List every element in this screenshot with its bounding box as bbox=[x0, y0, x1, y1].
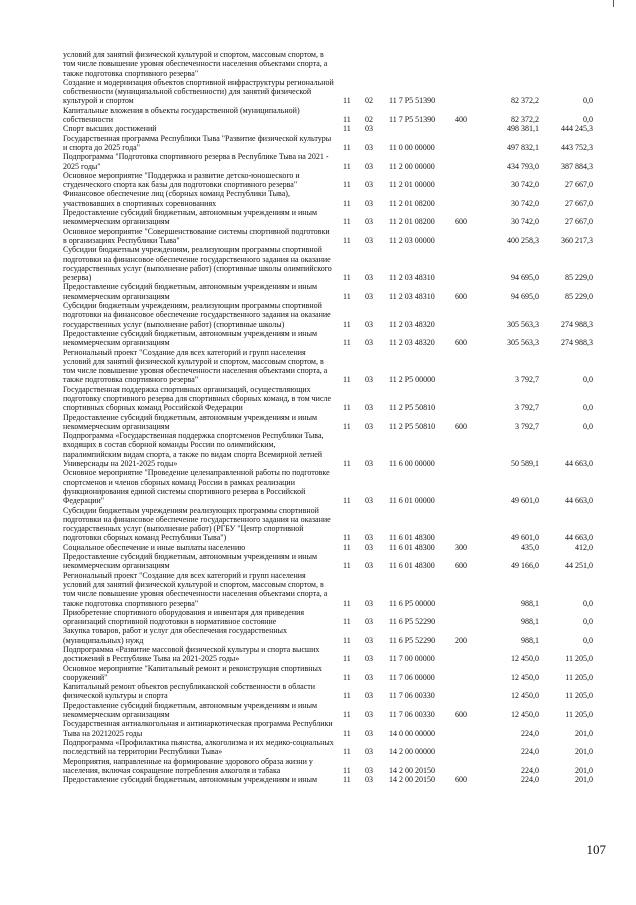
row-amount-year-2: 201,0 bbox=[575, 728, 593, 738]
row-section: 11 bbox=[343, 142, 351, 152]
row-expense-type: 200 bbox=[455, 635, 467, 645]
row-amount-year-2: 0,0 bbox=[583, 375, 593, 385]
row-amount-year-1: 498 381,1 bbox=[507, 124, 539, 134]
row-name: Государственная антиалкогольная и антинаркотическая программа Республики Тыва на 20212025 годы bbox=[63, 719, 333, 738]
row-name: Подпрограмма «Профилактика пьянства, алкоголизма и их медико-социальных последствий на территории Республики Тыва» bbox=[63, 737, 334, 757]
row-amount-year-1: 82 372,2 bbox=[511, 115, 539, 125]
row-amount-year-1: 49 601,0 bbox=[511, 533, 539, 543]
row-amount-year-1: 988,1 bbox=[521, 635, 539, 645]
row-amount-year-2: 274 988,3 bbox=[561, 338, 593, 348]
row-subsection: 03 bbox=[365, 142, 373, 152]
row-subsection: 03 bbox=[365, 180, 373, 190]
row-subsection: 03 bbox=[365, 235, 373, 245]
row-amount-year-1: 224,0 bbox=[521, 728, 539, 738]
row-amount-year-2: 0,0 bbox=[583, 115, 593, 125]
row-amount-year-2: 201,0 bbox=[575, 765, 593, 775]
row-section: 11 bbox=[343, 403, 351, 413]
row-subsection: 03 bbox=[365, 459, 373, 469]
row-target-code: 14 0 00 00000 bbox=[389, 728, 435, 738]
row-name: Предоставление субсидий бюджетным, автономным учреждениям и иным bbox=[63, 775, 318, 785]
row-amount-year-2: 44 251,0 bbox=[565, 561, 593, 571]
row-name: Предоставление субсидий бюджетным, автономным учреждениям и иным некоммерческим организациям bbox=[63, 328, 318, 348]
table-row bbox=[63, 189, 593, 208]
row-subsection: 03 bbox=[365, 198, 373, 208]
row-name: Основное мероприятие "Поддержка и развитие детско-юношеского и студенческого спорта как базы для подготовки спортивного резерва" bbox=[63, 170, 300, 190]
row-target-code: 11 7 P5 51390 bbox=[389, 96, 436, 106]
table-row bbox=[63, 348, 593, 385]
row-target-code: 14 2 00 20150 bbox=[389, 765, 435, 775]
row-amount-year-2: 360 217,3 bbox=[561, 235, 593, 245]
row-amount-year-1: 50 589,1 bbox=[511, 459, 539, 469]
row-amount-year-1: 12 450,0 bbox=[511, 654, 539, 664]
row-section: 11 bbox=[343, 338, 351, 348]
table-row bbox=[63, 301, 593, 329]
row-expense-type bbox=[455, 227, 481, 246]
row-amount-year-1: 12 450,0 bbox=[511, 691, 539, 701]
table-row bbox=[63, 552, 593, 571]
table-row bbox=[63, 413, 593, 432]
row-section: 11 bbox=[343, 747, 351, 757]
row-expense-type bbox=[455, 719, 481, 738]
row-amount-year-2: 85 229,0 bbox=[565, 291, 593, 301]
row-name: Социальное обеспечение и иные выплаты населению bbox=[63, 542, 246, 552]
row-section: 11 bbox=[343, 235, 351, 245]
row-target-code: 11 6 P5 00000 bbox=[389, 598, 436, 608]
row-target-code: 11 7 P5 51390 bbox=[389, 115, 436, 125]
row-section: 11 bbox=[343, 96, 351, 106]
table-row bbox=[63, 757, 593, 776]
row-subsection: 03 bbox=[365, 635, 373, 645]
row-amount-year-2: 27 667,0 bbox=[565, 198, 593, 208]
row-expense-type: 600 bbox=[455, 710, 467, 720]
row-amount-year-1: 30 742,0 bbox=[511, 217, 539, 227]
table-row bbox=[63, 719, 593, 738]
table-row bbox=[63, 227, 593, 246]
row-amount-year-1: 94 695,0 bbox=[511, 291, 539, 301]
row-target-code: 11 2 P5 50810 bbox=[389, 403, 436, 413]
budget-table bbox=[63, 50, 593, 784]
row-amount-year-2: 0,0 bbox=[583, 617, 593, 627]
row-name: Приобретение спортивного оборудования и инвентаря для приведения организаций спортивной подготовки в нормативное состояние bbox=[63, 607, 305, 627]
row-amount-year-2: 11 205,0 bbox=[565, 691, 593, 701]
row-amount-year-2: 0,0 bbox=[583, 96, 593, 106]
row-section: 11 bbox=[343, 561, 351, 571]
row-section: 11 bbox=[343, 291, 351, 301]
row-amount-year-2: 443 752,3 bbox=[561, 142, 593, 152]
row-section: 11 bbox=[343, 115, 351, 125]
row-amount-year-1: 12 450,0 bbox=[511, 672, 539, 682]
row-section: 11 bbox=[343, 496, 351, 506]
row-amount-year-2: 0,0 bbox=[583, 421, 593, 431]
row-subsection: 03 bbox=[365, 654, 373, 664]
row-section: 11 bbox=[343, 710, 351, 720]
row-section: 11 bbox=[343, 533, 351, 543]
budget-table-body bbox=[63, 50, 593, 784]
row-name: Подпрограмма "Подготовка спортивного резерва в Республике Тыва на 2021 - 2025 годы" bbox=[63, 152, 329, 171]
row-section: 11 bbox=[343, 217, 351, 227]
row-name: Капитальный ремонт объектов республиканской собственности в области физической культуры и спорта bbox=[63, 682, 316, 701]
row-section: 11 bbox=[343, 765, 351, 775]
row-section: 11 bbox=[343, 198, 351, 208]
row-expense-type: 600 bbox=[455, 338, 467, 348]
row-target-code: 11 2 03 00000 bbox=[389, 235, 435, 245]
row-section: 11 bbox=[343, 459, 351, 469]
row-subsection: 03 bbox=[365, 691, 373, 701]
row-target-code: 11 6 P5 52290 bbox=[389, 617, 436, 627]
table-row bbox=[63, 543, 593, 552]
row-name: Подпрограмма «Развитие массовой физической культуры и спорта высших достижений в Республике Тыва на 2021-2025 годы» bbox=[63, 645, 320, 664]
row-amount-year-1: 224,0 bbox=[521, 765, 539, 775]
row-amount-year-2: 44 663,0 bbox=[565, 459, 593, 469]
row-amount-year-1: 3 792,7 bbox=[515, 375, 539, 385]
row-target-code: 11 2 P5 50810 bbox=[389, 421, 436, 431]
row-target-code: 11 7 06 00330 bbox=[389, 691, 435, 701]
row-subsection: 03 bbox=[365, 765, 373, 775]
table-row bbox=[63, 171, 593, 190]
row-amount-year-1: 305 563,3 bbox=[507, 319, 539, 329]
row-amount-year-2: 11 205,0 bbox=[565, 710, 593, 720]
row-target-code: 11 6 01 48300 bbox=[389, 533, 435, 543]
row-section bbox=[343, 50, 365, 78]
row-expense-type bbox=[455, 645, 481, 664]
row-name: Субсидии бюджетным учреждениям реализующих программы спортивной подготовки на финансовое обеспечение государственного задания на оказание государственных услуг (выполнение работ) (РГБУ "Центр спортивной подготовки сборных команд Республики Тыва") bbox=[63, 505, 331, 543]
row-name: Создание и модернизация объектов спортивной инфраструктуры региональной собственности (муниципальной собственности) для занятий физической культурой и спортом bbox=[63, 77, 334, 106]
row-expense-type bbox=[455, 78, 481, 106]
row-amount-year-1: 3 792,7 bbox=[515, 421, 539, 431]
row-amount-year-1: 49 601,0 bbox=[511, 496, 539, 506]
row-name: Предоставление субсидий бюджетным, автономным учреждениям и иным некоммерческим организациям bbox=[63, 282, 318, 301]
row-name: Подпрограмма «Государственная поддержка спортсменов Республики Тыва, входящих в состав сборной команды России по олимпийским, паралимпийским видам спорта, а также по видам спорта Всемирной летней Универсиады на 2021-2025 годы» bbox=[63, 431, 324, 469]
row-amount-year-2: 0,0 bbox=[583, 598, 593, 608]
row-subsection: 03 bbox=[365, 291, 373, 301]
table-row bbox=[63, 738, 593, 757]
row-name: Субсидии бюджетным учреждениям, реализующим программы спортивной подготовки на финансовое обеспечение государственного задания на оказание государственных услуг (выполнение работ) (спортивные школы олимпийского резерва) bbox=[63, 245, 332, 283]
row-section: 11 bbox=[343, 273, 351, 283]
row-target-code: 14 2 00 20150 bbox=[389, 775, 435, 785]
row-target-code: 11 6 01 48300 bbox=[389, 542, 435, 552]
row-target-code: 11 2 00 00000 bbox=[389, 161, 435, 171]
row-expense-type bbox=[455, 757, 481, 776]
row-name: Региональный проект "Создание для всех категорий и групп населения условий для занятий физической культурой и спортом, массовым спортом, в том числе повышение уровня обеспеченности населения объектами спорта, а также подготовка спортивного резерва" bbox=[63, 570, 328, 608]
row-section: 11 bbox=[343, 161, 351, 171]
table-row bbox=[63, 626, 593, 645]
row-expense-type bbox=[455, 506, 481, 543]
row-name: Предоставление субсидий бюджетным, автономным учреждениям и иным некоммерческим организациям bbox=[63, 412, 318, 431]
row-amount-year-1: 224,0 bbox=[521, 775, 539, 785]
row-amount-year-1 bbox=[481, 50, 539, 78]
row-target-code: 11 0 00 00000 bbox=[389, 142, 435, 152]
row-subsection: 03 bbox=[365, 273, 373, 283]
row-target-code: 11 2 03 48320 bbox=[389, 319, 435, 329]
row-amount-year-2: 274 988,3 bbox=[561, 319, 593, 329]
row-subsection: 03 bbox=[365, 775, 373, 785]
table-row bbox=[63, 50, 593, 78]
row-amount-year-1: 3 792,7 bbox=[515, 403, 539, 413]
row-subsection: 03 bbox=[365, 747, 373, 757]
row-target-code: 11 6 01 00000 bbox=[389, 496, 435, 506]
row-amount-year-1: 30 742,0 bbox=[511, 180, 539, 190]
row-name: Основное мероприятие "Проведение целенаправленной работы по подготовке спортсменов и членов сборных команд России в рамках реализации функционирования единой системы спортивного резерва в Российской Федерации" bbox=[63, 468, 330, 506]
row-subsection: 03 bbox=[365, 496, 373, 506]
row-name: Спорт высших достижений bbox=[63, 124, 157, 134]
row-target-code bbox=[389, 50, 455, 78]
row-expense-type bbox=[455, 571, 481, 608]
row-section: 11 bbox=[343, 319, 351, 329]
row-section: 11 bbox=[343, 728, 351, 738]
row-subsection: 03 bbox=[365, 161, 373, 171]
row-section: 11 bbox=[343, 180, 351, 190]
table-row bbox=[63, 468, 593, 505]
row-amount-year-1: 30 742,0 bbox=[511, 198, 539, 208]
table-row bbox=[63, 245, 593, 282]
row-target-code: 11 2 03 48310 bbox=[389, 273, 435, 283]
row-expense-type: 600 bbox=[455, 217, 467, 227]
row-subsection: 03 bbox=[365, 617, 373, 627]
row-expense-type bbox=[455, 134, 481, 153]
row-expense-type bbox=[455, 171, 481, 190]
row-name: Предоставление субсидий бюджетным, автономным учреждениям и иным некоммерческим организациям bbox=[63, 552, 318, 571]
row-amount-year-2: 201,0 bbox=[575, 775, 593, 785]
row-subsection: 03 bbox=[365, 124, 373, 134]
row-target-code: 11 2 03 48320 bbox=[389, 338, 435, 348]
row-subsection: 02 bbox=[365, 115, 373, 125]
row-subsection: 03 bbox=[365, 403, 373, 413]
row-name: Закупка товаров, работ и услуг для обеспечения государственных (муниципальных) нужд bbox=[63, 626, 288, 645]
row-expense-type bbox=[455, 664, 481, 683]
row-amount-year-1: 224,0 bbox=[521, 747, 539, 757]
row-subsection: 03 bbox=[365, 375, 373, 385]
row-name: Государственная программа Республики Тыва "Развитие физической культуры и спорта до 2025 года" bbox=[63, 133, 332, 152]
row-subsection: 03 bbox=[365, 598, 373, 608]
row-expense-type bbox=[455, 245, 481, 282]
row-amount-year-2: 201,0 bbox=[575, 747, 593, 757]
row-subsection: 02 bbox=[365, 96, 373, 106]
row-target-code: 14 2 00 00000 bbox=[389, 747, 435, 757]
row-amount-year-2 bbox=[539, 50, 593, 78]
row-target-code: 11 7 06 00330 bbox=[389, 710, 435, 720]
row-section: 11 bbox=[343, 421, 351, 431]
table-row bbox=[63, 385, 593, 413]
table-row bbox=[63, 701, 593, 720]
table-row bbox=[63, 571, 593, 608]
row-amount-year-2: 0,0 bbox=[583, 403, 593, 413]
row-section: 11 bbox=[343, 691, 351, 701]
table-row bbox=[63, 152, 593, 171]
row-amount-year-1: 988,1 bbox=[521, 617, 539, 627]
row-amount-year-1: 434 793,0 bbox=[507, 161, 539, 171]
table-row bbox=[63, 329, 593, 348]
row-subsection: 03 bbox=[365, 672, 373, 682]
row-amount-year-2: 27 667,0 bbox=[565, 217, 593, 227]
page-number: 107 bbox=[586, 842, 606, 857]
table-row bbox=[63, 78, 593, 106]
row-expense-type bbox=[455, 682, 481, 701]
row-expense-type bbox=[455, 738, 481, 757]
row-amount-year-1: 12 450,0 bbox=[511, 710, 539, 720]
row-target-code: 11 6 P5 52290 bbox=[389, 635, 436, 645]
scan-mark bbox=[613, 0, 614, 7]
table-row bbox=[63, 645, 593, 664]
row-name: Финансовое обеспечение лиц (сборных команд Республики Тыва), участвовавших в спортивных соревнованиях bbox=[63, 189, 290, 208]
row-target-code: 11 7 06 00000 bbox=[389, 672, 435, 682]
row-name: Капитальные вложения в объекты государственной (муниципальной) собственности bbox=[63, 105, 300, 125]
table-row bbox=[63, 282, 593, 301]
table-row bbox=[63, 431, 593, 468]
row-expense-type bbox=[455, 385, 481, 413]
row-name: Предоставление субсидий бюджетным, автономным учреждениям и иным некоммерческим организациям bbox=[63, 700, 318, 720]
row-section: 11 bbox=[343, 124, 351, 134]
row-target-code: 11 6 01 48300 bbox=[389, 561, 435, 571]
row-expense-type bbox=[455, 50, 481, 78]
row-expense-type: 600 bbox=[455, 291, 467, 301]
row-amount-year-1: 400 258,3 bbox=[507, 235, 539, 245]
row-expense-type bbox=[455, 608, 481, 627]
row-expense-type bbox=[455, 468, 481, 505]
row-name: Основное мероприятие "Капитальный ремонт и реконструкция спортивных сооружений" bbox=[63, 663, 322, 682]
row-name: Региональный проект "Создание для всех категорий и групп населения условий для занятий физической культурой и спортом, массовым спортом, в том числе повышение уровня обеспеченности населения объектами спорта, а также подготовка спортивного резерва" bbox=[63, 347, 328, 385]
row-target-code: 11 7 00 00000 bbox=[389, 654, 435, 664]
row-amount-year-2: 412,0 bbox=[575, 542, 593, 552]
row-amount-year-1: 435,0 bbox=[521, 542, 539, 552]
row-subsection: 03 bbox=[365, 338, 373, 348]
table-row bbox=[63, 608, 593, 627]
row-name: Предоставление субсидий бюджетным, автономным учреждениям и иным некоммерческим организациям bbox=[63, 208, 318, 227]
row-expense-type bbox=[455, 189, 481, 208]
table-row bbox=[63, 208, 593, 227]
row-amount-year-1: 94 695,0 bbox=[511, 273, 539, 283]
row-expense-type: 600 bbox=[455, 421, 467, 431]
row-amount-year-2: 11 205,0 bbox=[565, 672, 593, 682]
row-section: 11 bbox=[343, 672, 351, 682]
row-amount-year-1: 82 372,2 bbox=[511, 96, 539, 106]
row-section: 11 bbox=[343, 542, 351, 552]
table-row bbox=[63, 682, 593, 701]
table-row bbox=[63, 775, 593, 784]
row-subsection bbox=[365, 50, 389, 78]
row-target-code: 11 6 00 00000 bbox=[389, 459, 435, 469]
row-expense-type bbox=[455, 124, 481, 133]
row-name: Мероприятия, направленные на формирование здорового образа жизни у населения, включая сокращение потребления алкоголя и табака bbox=[63, 756, 313, 775]
row-target-code: 11 2 03 48310 bbox=[389, 291, 435, 301]
row-target-code: 11 2 P5 00000 bbox=[389, 375, 436, 385]
row-name: условий для занятий физической культурой и спортом, массовым спортом, в том числе повышение уровня обеспеченности населения объектами спорта, а также подготовка спортивного резерва" bbox=[63, 50, 328, 78]
row-amount-year-2: 11 205,0 bbox=[565, 654, 593, 664]
row-subsection: 03 bbox=[365, 319, 373, 329]
row-expense-type bbox=[455, 301, 481, 329]
row-expense-type: 400 bbox=[455, 115, 467, 125]
row-expense-type: 600 bbox=[455, 561, 467, 571]
row-expense-type bbox=[455, 152, 481, 171]
table-row bbox=[63, 106, 593, 125]
row-expense-type bbox=[455, 431, 481, 468]
row-amount-year-2: 27 667,0 bbox=[565, 180, 593, 190]
row-subsection: 03 bbox=[365, 533, 373, 543]
row-subsection: 03 bbox=[365, 421, 373, 431]
row-amount-year-2: 0,0 bbox=[583, 635, 593, 645]
table-row bbox=[63, 506, 593, 543]
row-target-code: 11 2 01 08200 bbox=[389, 217, 435, 227]
row-amount-year-2: 444 245,3 bbox=[561, 124, 593, 134]
row-amount-year-1: 988,1 bbox=[521, 598, 539, 608]
row-name: Основное мероприятие "Совершенствование системы спортивной подготовки в организациях Республики Тыва" bbox=[63, 226, 330, 245]
row-subsection: 03 bbox=[365, 561, 373, 571]
row-expense-type: 300 bbox=[455, 542, 467, 552]
row-subsection: 03 bbox=[365, 710, 373, 720]
row-name: Субсидии бюджетным учреждениям, реализующим программы спортивной подготовки на финансовое обеспечение государственного задания на оказание государственных услуг (выполнение работ) (спортивные школы) bbox=[63, 301, 331, 329]
row-subsection: 03 bbox=[365, 728, 373, 738]
table-row bbox=[63, 664, 593, 683]
row-name: Государственная поддержка спортивных организаций, осуществляющих подготовку спортивного резерва для спортивных сборных команд, в том числе спортивных сборных команд Российской Федерации bbox=[63, 384, 332, 413]
row-section: 11 bbox=[343, 775, 351, 785]
row-section: 11 bbox=[343, 635, 351, 645]
row-expense-type bbox=[455, 348, 481, 385]
table-row bbox=[63, 124, 593, 133]
row-amount-year-1: 305 563,3 bbox=[507, 338, 539, 348]
row-section: 11 bbox=[343, 654, 351, 664]
row-target-code: 11 2 01 08200 bbox=[389, 198, 435, 208]
row-amount-year-2: 44 663,0 bbox=[565, 496, 593, 506]
row-section: 11 bbox=[343, 598, 351, 608]
row-amount-year-2: 85 229,0 bbox=[565, 273, 593, 283]
table-row bbox=[63, 134, 593, 153]
row-amount-year-2: 387 884,3 bbox=[561, 161, 593, 171]
row-section: 11 bbox=[343, 617, 351, 627]
row-section: 11 bbox=[343, 375, 351, 385]
row-amount-year-1: 49 166,0 bbox=[511, 561, 539, 571]
row-amount-year-2: 44 663,0 bbox=[565, 533, 593, 543]
row-expense-type: 600 bbox=[455, 775, 467, 785]
row-target-code bbox=[389, 124, 455, 133]
row-amount-year-1: 497 832,1 bbox=[507, 142, 539, 152]
row-subsection: 03 bbox=[365, 542, 373, 552]
row-target-code: 11 2 01 00000 bbox=[389, 180, 435, 190]
row-subsection: 03 bbox=[365, 217, 373, 227]
